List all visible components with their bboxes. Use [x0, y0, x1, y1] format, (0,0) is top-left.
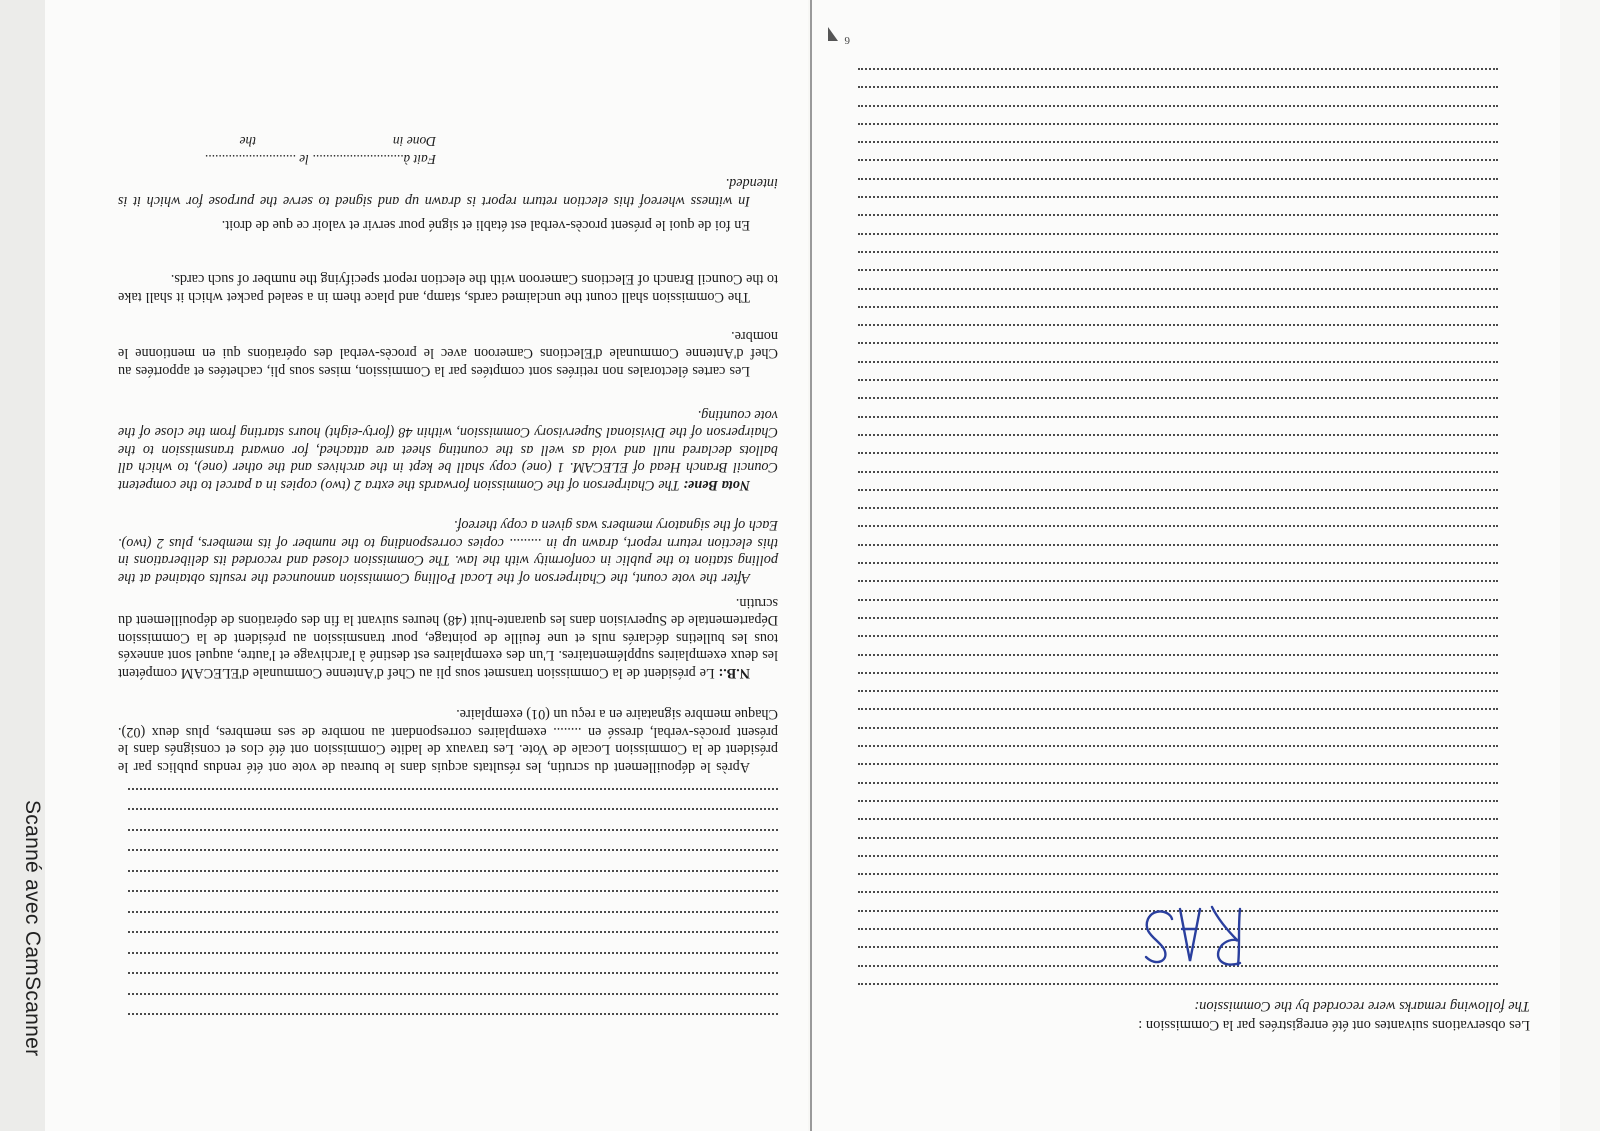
remark-line — [858, 526, 1498, 528]
remarks-heading-french: Les observations suivantes ont été enregistrées par la Commission : — [1138, 1017, 1530, 1033]
blank-line — [128, 1013, 778, 1015]
remark-line — [858, 837, 1498, 839]
remark-line — [858, 654, 1498, 656]
page-number: 6 — [844, 34, 850, 46]
remark-line — [858, 269, 1498, 271]
remark-line — [858, 324, 1498, 326]
remark-line — [858, 818, 1498, 820]
remark-line — [858, 105, 1498, 107]
paragraph-results-en: After the vote count, the Chairperson of the Local Polling Commission announced the results obtained at the polling station to the public in conformity with the law. The Commission closed and recorded its deliberations in this election return report, drawn up in ......... copies corresponding to the number of its members, plus 2 (two). Each of the signatory members was given a copy thereof. — [118, 517, 778, 586]
paragraph-cards-en: The Commission shall count the unclaimed cards, stamp, and place them in a sealed packet which it shall take to the Council Branch of Elections Cameroon with the election report specifying the number of such cards. — [118, 271, 778, 305]
blank-line — [128, 808, 778, 810]
blank-line — [128, 829, 778, 831]
fait-a-le-field: Fait à........................... le ........................... — [204, 152, 436, 167]
remark-line — [858, 690, 1498, 692]
remark-line — [858, 306, 1498, 308]
remark-line — [858, 544, 1498, 546]
handwritten-ras-remark — [1132, 901, 1252, 971]
blank-line — [128, 849, 778, 851]
remark-line — [858, 727, 1498, 729]
remark-line — [858, 562, 1498, 564]
blank-line — [128, 952, 778, 954]
remark-line — [858, 745, 1498, 747]
remark-line — [858, 178, 1498, 180]
nb-label: N.B.: — [718, 665, 750, 681]
camscanner-watermark: Scanné avec CamScanner — [21, 800, 44, 1057]
blank-line — [128, 911, 778, 913]
paragraph-witness-en: In witness whereof this election return report is drawn up and signed to serve the purpose for which it is intended. — [118, 175, 778, 209]
paragraph-results-fr: Après le dépouillement du scrutin, les résultats acquis dans le bureau de vote ont été rendus publics par le président de la Commission Locale de Vote. Les travaux de ladite Commission ont été clos et consignés dans le présent procès-verbal, dressé en ........ exemplaires correspondant au nombre de ses membres, plus deux (02). Chaque membre signataire en a reçu un (01) exemplaire. — [118, 706, 778, 775]
remark-line — [858, 709, 1498, 711]
blank-line — [128, 972, 778, 974]
remarks-page — [810, 0, 1560, 1131]
paragraph-nota-bene-en: Nota Bene: The Chairperson of the Commission forwards the extra 2 (two) copies in a parcel to the competent Council Branch Head of ELECAM. 1 (one) copy shall be kept in the archives and the other (one), to which all ballots declared null and void as well as the counting sheet are attached, for onward transmission to the Chairperson of the Divisional Supervisory Commission, within 48 (forty-eight) hours starting from the close of the vote counting. — [118, 407, 778, 493]
remark-line — [858, 855, 1498, 857]
text-page — [45, 0, 808, 1131]
remark-line — [858, 86, 1498, 88]
blank-line — [128, 870, 778, 872]
the-label: the — [239, 134, 256, 149]
remark-line — [858, 635, 1498, 637]
paragraph-nb-fr: N.B.: Le président de la Commission transmet sous pli au Chef d'Antenne Communale d'ELECAM compétent les deux exemplaires supplémentaires. L'un des exemplaires est destiné à l'archivage et l'autre, auquel sont annexés tous les bulletins déclarés nuls et une feuille de pointage, pour transmission au président de la Commission Départementale de Supervision dans les quarante-huit (48) heures suivant la fin des opérations de dépouillement du scrutin. — [117, 595, 778, 681]
remark-line — [858, 343, 1498, 345]
remark-line — [858, 141, 1498, 143]
remark-line — [858, 196, 1498, 198]
blank-line — [128, 931, 778, 933]
remark-line — [858, 782, 1498, 784]
blank-line — [128, 993, 778, 995]
remark-line — [858, 416, 1498, 418]
remark-line — [858, 361, 1498, 363]
remark-line — [858, 599, 1498, 601]
remark-line — [858, 379, 1498, 381]
remark-line — [858, 233, 1498, 235]
remarks-heading-english: The following remarks were recorded by the Commission: — [1194, 998, 1530, 1014]
remark-line — [858, 214, 1498, 216]
remark-line — [858, 617, 1498, 619]
remark-line — [858, 68, 1498, 70]
remark-line — [858, 471, 1498, 473]
remark-line — [858, 763, 1498, 765]
paragraph-witness-fr: En foi de quoi le présent procès-verbal est établi et signé pour servir et valoir ce que de droit. — [221, 217, 750, 233]
remark-line — [858, 873, 1498, 875]
done-in-label: Done in — [392, 134, 436, 149]
remark-line — [858, 489, 1498, 491]
blank-line — [128, 890, 778, 892]
remark-line — [858, 452, 1498, 454]
paragraph-cards-fr: Les cartes électorales non retirées sont comptées par la Commission, mises sous pli, cachetées et apportées au Chef d'Antenne Communale d'Elections Cameroon avec le procès-verbal des opérations qui en mentionne le nombre. — [118, 328, 778, 379]
remark-line — [858, 800, 1498, 802]
remark-line — [858, 672, 1498, 674]
remark-line — [858, 507, 1498, 509]
remark-line — [858, 983, 1498, 985]
remark-line — [858, 434, 1498, 436]
page-corner-mark — [828, 27, 838, 41]
remark-line — [858, 288, 1498, 290]
remark-line — [858, 892, 1498, 894]
remark-line — [858, 580, 1498, 582]
remark-line — [858, 160, 1498, 162]
remark-line — [858, 123, 1498, 125]
remark-line — [858, 251, 1498, 253]
remark-line — [858, 397, 1498, 399]
blank-line — [128, 788, 778, 790]
nota-bene-label: Nota Bene: — [683, 477, 750, 493]
